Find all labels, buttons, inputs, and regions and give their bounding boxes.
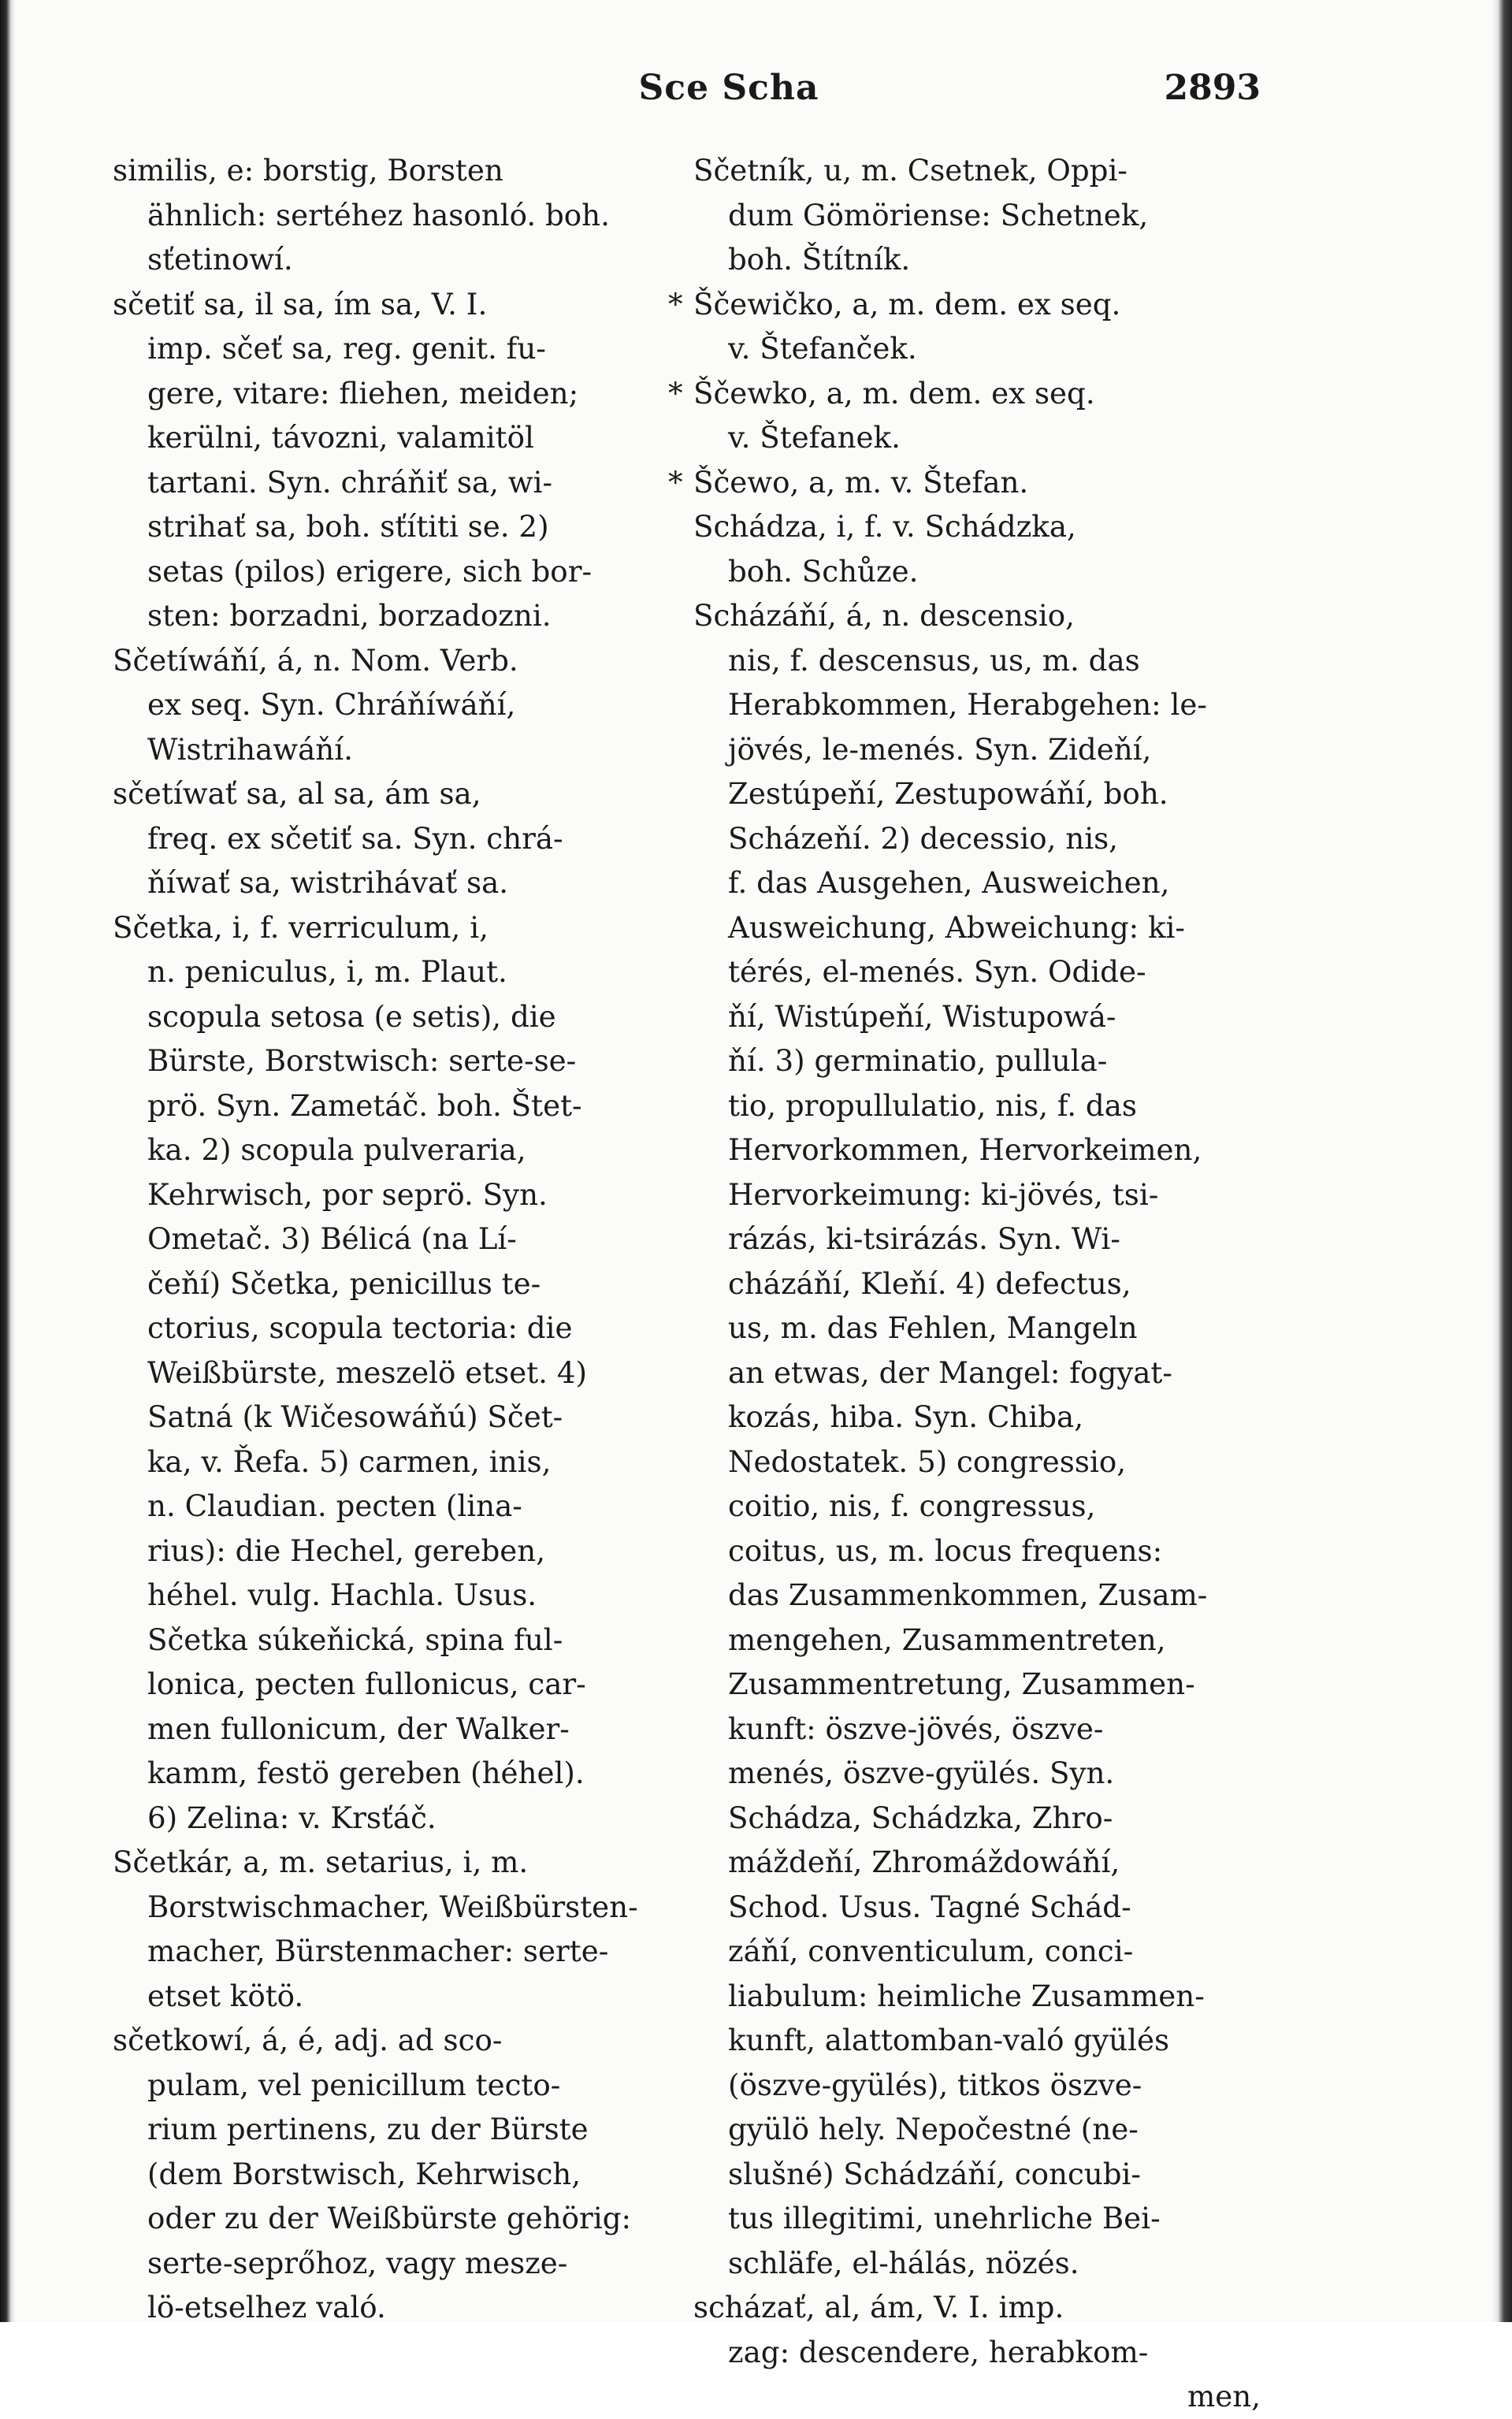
entry-line — [693, 771, 1261, 816]
line-text: macher, Bürstenmacher: serte- — [147, 1934, 609, 1968]
entry-line — [693, 1172, 1261, 1217]
line-text: nis, f. descensus, us, m. das — [728, 642, 1140, 678]
line-text: menés, öszve-gyülés. Syn. — [728, 1756, 1115, 1790]
entry-line — [693, 1306, 1261, 1351]
line-text: Schod. Usus. Tagné Schád- — [728, 1889, 1131, 1924]
line-text: prö. Syn. Zametáč. boh. Štet- — [147, 1087, 582, 1123]
line-text: men fullonicum, der Walker- — [147, 1711, 570, 1746]
entry-line — [693, 549, 1261, 594]
entry-headword-line — [113, 905, 672, 950]
entry-line — [693, 905, 1261, 950]
entry-line — [113, 1172, 672, 1217]
line-text: Sčetíwáňí, á, n. Nom. Verb. — [113, 642, 518, 678]
line-text: Ščewko, a, m. dem. ex seq. — [693, 375, 1095, 411]
line-text: sčetiť sa, il sa, ím sa, V. I. — [113, 286, 488, 321]
entry-line — [693, 1440, 1261, 1484]
entry-line — [693, 2063, 1261, 2108]
entry-line — [693, 2196, 1261, 2241]
entry-line — [113, 460, 672, 505]
entry-line — [113, 1662, 672, 1707]
line-text: tartani. Syn. chráňiť sa, wi- — [147, 464, 553, 500]
entry-line — [693, 2152, 1261, 2197]
line-text: liabulum: heimliche Zusammen- — [728, 1978, 1205, 2013]
entry-line — [113, 1885, 672, 1930]
line-text: gere, vitare: fliehen, meiden; — [147, 375, 579, 411]
line-text: Ometač. 3) Bélicá (na Lí- — [147, 1221, 517, 1256]
entry-line — [693, 1128, 1261, 1172]
line-text: us, m. das Fehlen, Mangeln — [728, 1310, 1138, 1345]
entry-line — [693, 682, 1261, 727]
line-text: Hervorkeimung: ki-jövés, tsi- — [728, 1176, 1159, 1212]
line-text: sčetkowí, á, é, adj. ad sco- — [113, 2023, 503, 2057]
line-text: čeňí) Sčetka, penicillus te- — [147, 1265, 541, 1301]
entry-headword-line — [693, 504, 1261, 549]
entry-line — [693, 1395, 1261, 1440]
line-text: men, — [1187, 2379, 1261, 2413]
line-text: héhel. vulg. Hachla. Usus. — [147, 1577, 537, 1612]
page-right-edge — [1492, 0, 1512, 2322]
entry-line — [693, 1262, 1261, 1306]
entry-line — [113, 1351, 672, 1395]
line-text: sťetinowí. — [147, 242, 293, 277]
entry-line — [113, 2196, 672, 2241]
line-text: Weißbürste, meszelö etset. 4) — [147, 1354, 587, 1390]
right-column — [668, 148, 1261, 2419]
entry-line — [693, 1929, 1261, 1974]
line-text: Wistrihawáňí. — [147, 731, 353, 767]
line-text: Schádza, i, f. v. Schádzka, — [693, 509, 1076, 544]
entry-headword-line — [693, 593, 1261, 638]
entry-line — [693, 638, 1261, 683]
entry-line — [113, 2063, 672, 2108]
line-text: Borstwischmacher, Weißbürsten- — [147, 1889, 638, 1924]
entry-line — [693, 1796, 1261, 1841]
line-text: Ščewo, a, m. v. Štefan. — [693, 464, 1029, 500]
entry-line — [693, 1039, 1261, 1083]
entry-line — [693, 326, 1261, 371]
entry-line — [693, 2374, 1261, 2419]
entry-line — [693, 2241, 1261, 2286]
line-text: setas (pilos) erigere, sich bor- — [147, 553, 593, 589]
line-text: kunft, alattomban-való gyülés — [728, 2023, 1170, 2057]
line-text: zag: descendere, herabkom- — [728, 2334, 1149, 2369]
line-text: ex seq. Syn. Chráňíwáňí, — [147, 687, 516, 722]
line-text: rium pertinens, zu der Bürste — [147, 2112, 589, 2146]
entry-line — [113, 415, 672, 460]
entry-line — [693, 2018, 1261, 2063]
line-text: Zusammentretung, Zusammen- — [728, 1667, 1195, 1701]
entry-line — [113, 2241, 672, 2286]
entry-line — [113, 1262, 672, 1306]
left-column — [113, 148, 672, 2330]
line-text: Ščewičko, a, m. dem. ex seq. — [693, 286, 1121, 321]
entry-headword-line — [693, 2285, 1261, 2330]
line-text: similis, e: borstig, Borsten — [113, 153, 503, 188]
line-text: coitio, nis, f. congressus, — [728, 1488, 1096, 1523]
line-text: rázás, ki-tsirázás. Syn. Wi- — [728, 1221, 1120, 1256]
line-text: 6) Zelina: v. Krsťáč. — [147, 1800, 437, 1835]
page-number: 2893 — [1164, 68, 1261, 108]
entry-line — [693, 816, 1261, 861]
line-text: ňí. 3) germinatio, pullula- — [728, 1043, 1108, 1078]
line-text: Zestúpeňí, Zestupowáňí, boh. — [728, 776, 1168, 811]
line-text: gyülö hely. Nepočestné (ne- — [728, 2112, 1139, 2146]
entry-line — [113, 860, 672, 905]
entry-line — [693, 1529, 1261, 1574]
entry-line — [693, 237, 1261, 282]
entry-line — [113, 994, 672, 1039]
line-text: etset kötö. — [147, 1978, 304, 2013]
entry-line — [693, 1840, 1261, 1885]
entry-line — [693, 1662, 1261, 1707]
entry-line — [113, 2285, 672, 2330]
line-text: ňíwať sa, wistrihávať sa. — [147, 865, 509, 900]
entry-line — [113, 1484, 672, 1529]
line-text: Sčetka súkeňická, spina ful- — [147, 1622, 563, 1657]
line-text: v. Štefanek. — [728, 420, 901, 455]
line-text: slušné) Schádzáňí, concubi- — [728, 2156, 1141, 2191]
line-text: schläfe, el-hálás, nözés. — [728, 2245, 1079, 2280]
entry-line — [113, 2107, 672, 2152]
entry-line — [113, 1128, 672, 1172]
line-text: Hervorkommen, Hervorkeimen, — [728, 1132, 1202, 1167]
line-text: serte-seprőhoz, vagy mesze- — [147, 2245, 568, 2280]
entry-line — [113, 504, 672, 549]
line-text: Kehrwisch, por seprö. Syn. — [147, 1176, 548, 1212]
entry-line — [693, 1573, 1261, 1618]
line-text: f. das Ausgehen, Ausweichen, — [728, 865, 1170, 900]
entry-line — [113, 1395, 672, 1440]
line-text: an etwas, der Mangel: fogyat- — [728, 1354, 1172, 1390]
line-text: v. Štefanček. — [728, 331, 917, 366]
entry-line — [693, 193, 1261, 238]
line-text: jövés, le-menés. Syn. Zideňí, — [728, 731, 1152, 767]
entry-line — [693, 949, 1261, 994]
entry-line — [693, 1618, 1261, 1663]
line-text: Nedostatek. 5) congressio, — [728, 1444, 1127, 1479]
entry-headword-line — [113, 2018, 672, 2063]
entry-line — [113, 1306, 672, 1351]
line-text: Ausweichung, Abweichung: ki- — [728, 909, 1185, 945]
line-text: tio, propullulatio, nis, f. das — [728, 1087, 1137, 1123]
line-text: térés, el-menés. Syn. Odide- — [728, 954, 1146, 989]
entry-line — [113, 593, 672, 638]
line-text: Schádza, Schádzka, Zhro- — [728, 1800, 1113, 1835]
entry-headword-line — [668, 371, 1261, 416]
entry-line — [693, 1083, 1261, 1128]
entry-line — [113, 549, 672, 594]
entry-line — [113, 816, 672, 861]
entry-headword-line — [113, 638, 672, 683]
line-text: Satná (k Wičesowáňú) Sčet- — [147, 1399, 563, 1434]
asterisk-mark: * — [668, 286, 683, 321]
entry-line — [113, 1751, 672, 1796]
entry-headword-line — [693, 148, 1261, 193]
line-text: Herabkommen, Herabgehen: le- — [728, 687, 1207, 722]
line-text: lonica, pecten fullonicus, car- — [147, 1667, 586, 1701]
line-text: mengehen, Zusammentreten, — [728, 1622, 1166, 1657]
entry-line — [113, 1929, 672, 1974]
entry-line — [113, 1707, 672, 1752]
line-text: Sčetník, u, m. Csetnek, Oppi- — [693, 153, 1127, 188]
page-left-edge — [0, 0, 16, 2322]
line-text: ka, v. Řefa. 5) carmen, inis, — [147, 1444, 552, 1479]
entry-line — [113, 1217, 672, 1262]
line-text: záňí, conventiculum, conci- — [728, 1934, 1134, 1968]
entry-line — [113, 193, 672, 238]
entry-line — [113, 949, 672, 994]
line-text: strihať sa, boh. sťítiti se. 2) — [147, 509, 549, 544]
line-text: oder zu der Weißbürste gehörig: — [147, 2201, 632, 2235]
line-text: Scházeňí. 2) decessio, nis, — [728, 820, 1118, 856]
entry-line — [113, 371, 672, 416]
entry-line — [113, 1440, 672, 1484]
entry-line — [693, 2330, 1261, 2375]
entry-line — [113, 1529, 672, 1574]
line-text: n. Claudian. pecten (lina- — [147, 1488, 522, 1523]
entry-line — [693, 1707, 1261, 1752]
entry-line — [113, 682, 672, 727]
line-text: scházať, al, ám, V. I. imp. — [693, 2290, 1064, 2324]
entry-headword-line — [113, 1840, 672, 1885]
line-text: Scházáňí, á, n. descensio, — [693, 598, 1075, 633]
line-text: boh. Štítník. — [728, 242, 911, 277]
line-text: imp. sčeť sa, reg. genit. fu- — [147, 331, 546, 366]
entry-line — [693, 1974, 1261, 2019]
line-text: ähnlich: sertéhez hasonló. boh. — [147, 197, 610, 232]
entry-line — [113, 1796, 672, 1841]
entry-headword-line — [668, 282, 1261, 327]
line-text: tus illegitimi, unehrliche Bei- — [728, 2201, 1161, 2235]
line-text: n. peniculus, i, m. Plaut. — [147, 954, 507, 989]
entry-line — [693, 415, 1261, 460]
entry-line — [113, 1573, 672, 1618]
line-text: kunft: öszve-jövés, öszve- — [728, 1711, 1104, 1746]
line-text: boh. Schůze. — [728, 553, 919, 589]
line-text: dum Gömöriense: Schetnek, — [728, 197, 1149, 232]
entry-headword-line — [113, 771, 672, 816]
entry-line — [693, 860, 1261, 905]
entry-line — [113, 2152, 672, 2197]
entry-headword-line — [113, 148, 672, 193]
entry-line — [113, 727, 672, 772]
line-text: scopula setosa (e setis), die — [147, 998, 556, 1034]
entry-headword-line — [113, 282, 672, 327]
entry-line — [113, 1618, 672, 1663]
line-text: coitus, us, m. locus frequens: — [728, 1533, 1163, 1568]
line-text: ka. 2) scopula pulveraria, — [147, 1132, 526, 1167]
line-text: kozás, hiba. Syn. Chiba, — [728, 1399, 1084, 1434]
entry-line — [693, 727, 1261, 772]
entry-line — [693, 1751, 1261, 1796]
line-text: ctorius, scopula tectoria: die — [147, 1310, 573, 1345]
entry-line — [113, 1974, 672, 2019]
entry-line — [693, 1484, 1261, 1529]
line-text: freq. ex sčetiť sa. Syn. chrá- — [147, 820, 563, 856]
line-text: kerülni, távozni, valamitöl — [147, 420, 534, 455]
asterisk-mark: * — [668, 375, 683, 411]
line-text: sten: borzadni, borzadozni. — [147, 598, 552, 633]
line-text: pulam, vel penicillum tecto- — [147, 2067, 561, 2102]
line-text: rius): die Hechel, gereben, — [147, 1533, 546, 1568]
entry-line — [113, 326, 672, 371]
line-text: das Zusammenkommen, Zusam- — [728, 1577, 1208, 1612]
entry-line — [693, 2107, 1261, 2152]
line-text: máždeňí, Zhromáždowáňí, — [728, 1845, 1120, 1879]
line-text: cházáňí, Kleňí. 4) defectus, — [728, 1265, 1131, 1301]
entry-line — [113, 237, 672, 282]
entry-line — [693, 1885, 1261, 1930]
line-text: (dem Borstwisch, Kehrwisch, — [147, 2156, 581, 2191]
entry-line — [113, 1039, 672, 1083]
asterisk-mark: * — [668, 464, 683, 500]
entry-line — [693, 1217, 1261, 1262]
running-head: Sce Scha — [638, 68, 819, 108]
line-text: lö-etselhez való. — [147, 2290, 386, 2324]
line-text: sčetíwať sa, al sa, ám sa, — [113, 776, 481, 811]
line-text: Sčetkár, a, m. setarius, i, m. — [113, 1845, 529, 1879]
entry-line — [113, 1083, 672, 1128]
entry-line — [693, 994, 1261, 1039]
entry-line — [693, 1351, 1261, 1395]
line-text: Bürste, Borstwisch: serte-se- — [147, 1043, 577, 1078]
entry-headword-line — [668, 460, 1261, 505]
line-text: (öszve-gyülés), titkos öszve- — [728, 2067, 1142, 2102]
line-text: Sčetka, i, f. verriculum, i, — [113, 909, 489, 945]
line-text: kamm, festö gereben (héhel). — [147, 1756, 585, 1790]
line-text: ňí, Wistúpeňí, Wistupowá- — [728, 998, 1116, 1034]
